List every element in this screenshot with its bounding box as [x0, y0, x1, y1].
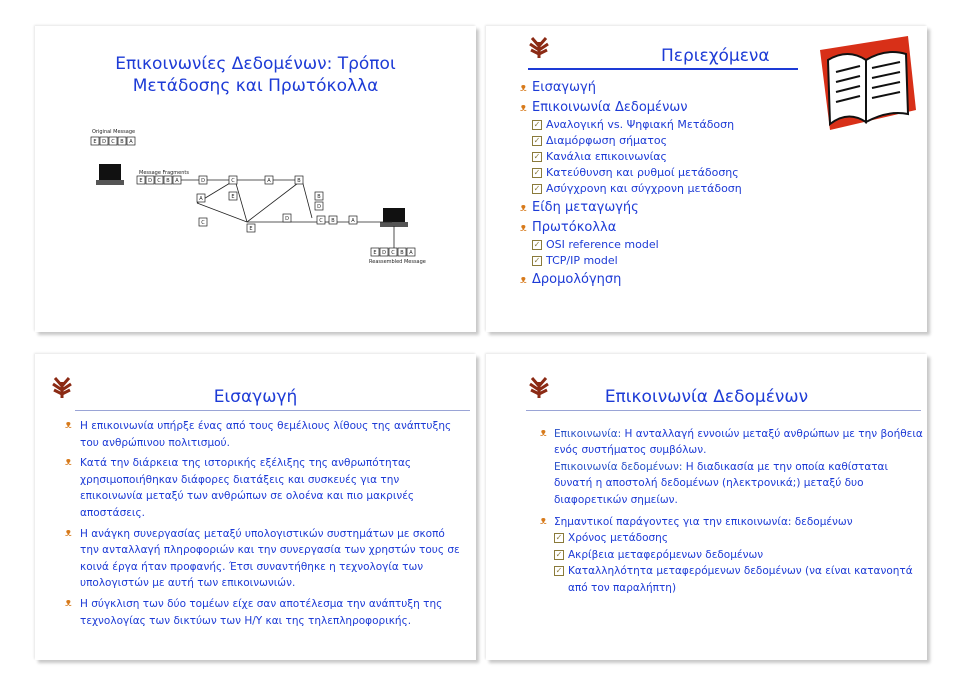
paragraph-text: Η ανάγκη συνεργασίας μεταξύ υπολογιστικών συστημάτων με σκοπό την ανταλλαγή πληροφοριών και την συνεργασία των χρηστών τους σε κοινά έργα ήταν προφανής. Έτσι συναντήθηκε η τεχνολογία των υπολογιστών με αυτή των επικοινωνιών.: [80, 527, 460, 590]
toc-item: [520, 271, 742, 289]
fragment-box-letter: D: [148, 178, 152, 184]
node-packet-box-letter: B: [317, 194, 321, 200]
paragraph-text: Κατά την διάρκεια της ιστορικής εξέλιξης της ανθρωπότητας χρησιμοποιήθηκαν διάφορες διατάξεις και συσκευές για την επικοινωνία μεταξύ των ανθρώπων σε ολοένα και πιο μακρινές αποστάσεις.: [80, 457, 415, 519]
original-packet-box-letter: B: [120, 139, 124, 145]
sender-computer-icon: [99, 164, 121, 180]
receiver-computer-icon: [383, 208, 405, 222]
toc-item-label: TCP/IP model: [546, 254, 618, 267]
toc-item-label: Ασύγχρονη και σύγχρονη μετάδοση: [546, 182, 742, 195]
original-packet-box-letter: A: [129, 139, 133, 145]
sub-item: [538, 547, 923, 563]
term: Επικοινωνία:: [554, 428, 622, 440]
original-message-label: Original Message: [92, 129, 136, 135]
slide-4-title: Επικοινωνία Δεδομένων: [604, 387, 809, 407]
fragment-box-letter: C: [157, 178, 161, 184]
title-line-1: Επικοινωνίες Δεδομένων: Τρόποι: [115, 54, 396, 74]
slide-1: [35, 26, 476, 332]
paragraph: [63, 526, 463, 592]
definition: Η ανταλλαγή εννοιών μεταξύ ανθρώπων με την βοήθεια ενός συστήματος συμβόλων.: [554, 428, 923, 457]
bullet-icon: ᴥ: [520, 201, 527, 214]
node-packet-box-letter: C: [231, 178, 235, 184]
toc-item: [520, 133, 742, 149]
slide-1-title: [35, 53, 476, 97]
toc-item-label: Διαμόρφωση σήματος: [546, 134, 668, 147]
title-underline: [75, 410, 470, 411]
original-packet-box-letter: D: [102, 139, 106, 145]
toc-item-label: Κατεύθυνση και ρυθμοί μετάδοσης: [546, 166, 739, 179]
term: Επικοινωνία δεδομένων:: [554, 460, 683, 473]
reassembled-packet-box-letter: D: [382, 250, 386, 256]
checkbox-bullet-icon: ✓: [533, 136, 541, 145]
node-packet-box-letter: D: [285, 216, 289, 222]
toc-item-label: Εισαγωγή: [532, 80, 596, 95]
sub-item: [538, 530, 923, 546]
checkbox-bullet-icon: ✓: [555, 533, 563, 543]
paragraph: [63, 596, 463, 629]
open-book-icon: [808, 30, 920, 138]
reassembled-packet-box-letter: B: [400, 250, 404, 256]
toc-item: [520, 99, 742, 117]
node-packet-box-letter: E: [231, 194, 235, 200]
paragraph-text: Η σύγκλιση των δύο τομέων είχε σαν αποτέλεσμα την ανάπτυξη της τεχνολογίας των δικτύων των Η/Υ και της τηλεπληροφορικής.: [80, 597, 443, 627]
bullet-icon: ᴥ: [65, 525, 72, 539]
toc-item-label: Αναλογική vs. Ψηφιακή Μετάδοση: [546, 118, 735, 131]
reassembled-packet-box-letter: E: [373, 250, 377, 256]
toc-item-label: Πρωτόκολλα: [532, 220, 617, 235]
paragraph-text: Η επικοινωνία υπήρξε ένας από τους θεμέλιους λίθους της ανάπτυξης του ανθρώπινου πολιτισμού.: [80, 420, 452, 449]
checkbox-bullet-icon: ✓: [533, 256, 541, 265]
node-packet-box-letter: A: [199, 196, 203, 202]
node-packet-box-letter: A: [267, 178, 271, 184]
node-packet-box-letter: B: [331, 218, 335, 224]
checkbox-bullet-icon: ✓: [555, 566, 563, 576]
title-underline: [526, 410, 921, 411]
definition: Η διαδικασία με την οποία καθίσταται δυνατή η αποστολή δεδομένων (ηλεκτρονικά;) μεταξύ δυο διαφορετικών σημείων.: [554, 460, 889, 506]
bullet-icon: ᴥ: [520, 273, 527, 286]
paragraph-text: Σημαντικοί παράγοντες για την επικοινωνία: δεδομένων: [554, 516, 853, 529]
slide-3-body: [63, 418, 463, 633]
toc-item: [520, 237, 742, 253]
sub-item: [538, 563, 923, 596]
toc-item-label: OSI reference model: [546, 238, 659, 251]
bullet-icon: ᴥ: [520, 221, 527, 234]
checkbox-bullet-icon: ✓: [555, 549, 563, 559]
bullet-icon: ᴥ: [65, 595, 72, 609]
university-logo-icon: [526, 34, 552, 60]
sub-item-text: Ακρίβεια μεταφερόμενων δεδομένων: [568, 548, 764, 561]
fragment-box-letter: A: [175, 178, 179, 184]
node-packet-box-letter: C: [319, 218, 323, 224]
node-packet-box-letter: A: [351, 218, 355, 224]
fragment-box-letter: B: [166, 178, 170, 184]
toc-item: [520, 253, 742, 269]
toc-item: [520, 149, 742, 165]
fragments-label: Message Fragments: [139, 170, 189, 176]
toc-item: [520, 199, 742, 217]
slide-4: [486, 354, 927, 660]
checkbox-bullet-icon: ✓: [533, 184, 541, 193]
toc-item: [520, 219, 742, 237]
slide-2: [486, 26, 927, 332]
toc-item-label: Κανάλια επικοινωνίας: [546, 150, 667, 163]
slide-3: [35, 354, 476, 660]
node-packet-box-letter: D: [317, 204, 321, 210]
packet-switching-diagram: [87, 128, 427, 266]
title-line-2: Μετάδοσης και Πρωτόκολλα: [132, 76, 379, 96]
fragment-box-letter: E: [139, 178, 143, 184]
toc-item-label: Επικοινωνία Δεδομένων: [532, 100, 688, 115]
bullet-icon: ᴥ: [540, 514, 547, 528]
paragraph: [63, 455, 463, 521]
reassembled-packet-box-letter: A: [409, 250, 413, 256]
toc-item-label: Δρομολόγηση: [532, 272, 622, 287]
checkbox-bullet-icon: ✓: [533, 152, 541, 161]
original-packet-box-letter: E: [93, 139, 97, 145]
toc-item: [520, 181, 742, 197]
bullet-icon: ᴥ: [520, 101, 527, 114]
toc-item: [520, 165, 742, 181]
paragraph: [538, 514, 923, 530]
toc-item: [520, 79, 742, 97]
toc-item: [520, 117, 742, 133]
bullet-icon: ᴥ: [540, 426, 547, 439]
node-packet-box-letter: C: [201, 220, 205, 226]
paragraph: [63, 418, 463, 451]
slide-4-body: [538, 426, 923, 596]
node-packet-box-letter: D: [201, 178, 205, 184]
checkbox-bullet-icon: ✓: [533, 120, 541, 129]
checkbox-bullet-icon: ✓: [533, 168, 541, 177]
table-of-contents: [520, 77, 742, 289]
reassembled-label: Reassembled Message: [369, 259, 426, 265]
node-packet-box-letter: B: [297, 178, 301, 184]
slide-3-title: Εισαγωγή: [213, 387, 298, 407]
reassembled-packet-box-letter: C: [391, 250, 395, 256]
bullet-icon: ᴥ: [65, 418, 72, 431]
toc-item-label: Είδη μεταγωγής: [532, 200, 639, 215]
node-packet-box-letter: E: [249, 226, 253, 232]
slide-2-title: Περιεχόμενα: [661, 46, 770, 66]
title-underline: [528, 68, 798, 70]
sub-item-text: Καταλληλότητα μεταφερόμενων δεδομένων (να είναι κατανοητά από τον παραλήπτη): [568, 565, 913, 594]
checkbox-bullet-icon: ✓: [533, 240, 541, 249]
bullet-icon: ᴥ: [520, 81, 527, 94]
original-packet-box-letter: C: [111, 139, 115, 145]
paragraph: [538, 426, 923, 508]
bullet-icon: ᴥ: [65, 455, 72, 469]
sub-item-text: Χρόνος μετάδοσης: [568, 532, 668, 545]
